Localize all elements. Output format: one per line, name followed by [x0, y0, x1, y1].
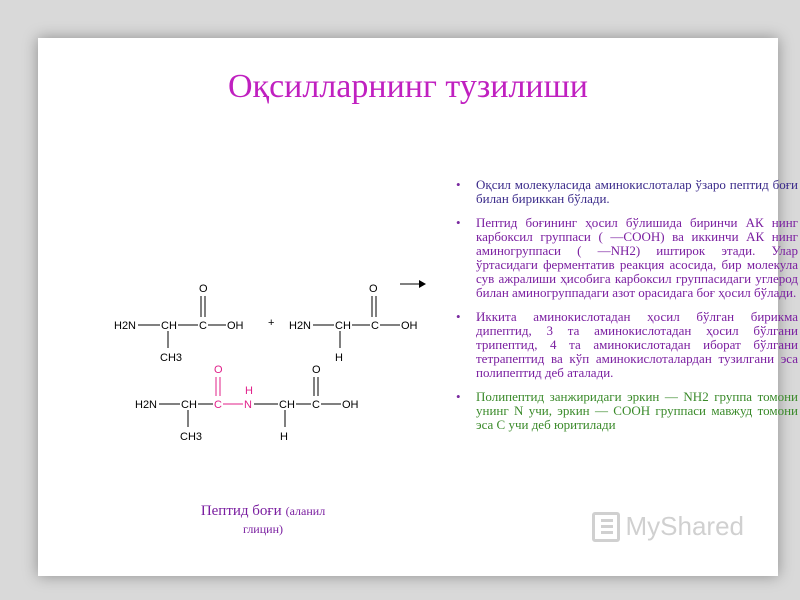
- dipeptide-h2n: H2N: [135, 399, 158, 411]
- bullet-item: • Пептид боғининг ҳосил бўлишида биринчи АК нинг карбоксил группаси ( —СООН) ва иккинчи АК нинг аминогруппаси ( —NH2) иштирок этади. Улар ўртасидаги ферментатив реакция асосида, бир молекула сув ажралиши ҳисобига карбоксил группасидаги углерод билан аминогруппадаги азот орасидага боғ ҳосил бўлади.: [476, 216, 798, 300]
- watermark-text: MyShared: [625, 511, 744, 541]
- plus-sign: +: [268, 317, 275, 329]
- glycine-h: H: [335, 352, 343, 364]
- alanine-ch: CH: [161, 320, 177, 332]
- caption-main: Пептид боғи: [200, 503, 282, 519]
- peptide-structure-diagram: [108, 274, 438, 454]
- dipeptide-h: H: [280, 431, 288, 443]
- slide-title: Оқсилларнинг тузилиши: [228, 68, 588, 105]
- alanine-c: C: [199, 320, 207, 332]
- bullet-item: • Полипептид занжиридаги эркин — NH2 группа томони унинг N учи, эркин — СООН группаси мавжуд томони эса С учи деб юритилади: [476, 390, 798, 432]
- dipeptide-ch3: CH3: [180, 431, 203, 443]
- alanine-ch3: CH3: [160, 352, 183, 364]
- alanine-h2n: H2N: [114, 320, 137, 332]
- alanine-o: O: [199, 283, 208, 295]
- dipeptide-oh: OH: [342, 399, 359, 411]
- dipeptide-c-1: C: [214, 399, 222, 411]
- structure-caption: [183, 502, 343, 538]
- glycine-oh: OH: [401, 320, 418, 332]
- dipeptide-nh-h: H: [245, 385, 253, 397]
- glycine-ch: CH: [335, 320, 351, 332]
- dipeptide-c-2: C: [312, 399, 320, 411]
- glycine-o: O: [369, 283, 378, 295]
- alanine-oh: OH: [227, 320, 244, 332]
- dipeptide-n: N: [244, 399, 252, 411]
- bullet-item: • Иккита аминокислотадан ҳосил бўлган бирикма дипептид, 3 та аминокислотадан ҳосил бўлгани трипептид, 4 та аминокислотадан иборат бўлгани тетрапептид ва кўп аминокислоталардан тузилгани эса полипептид деб аталади.: [476, 310, 798, 380]
- reaction-arrow: [400, 279, 426, 289]
- presentation-icon: [592, 512, 620, 542]
- dipeptide-o-1: O: [214, 364, 223, 376]
- glycine-c: C: [371, 320, 379, 332]
- dipeptide-o-2: O: [312, 364, 321, 376]
- caption-small: (аланил глицин): [243, 504, 326, 536]
- dipeptide-ch-2: CH: [279, 399, 295, 411]
- dipeptide-ch-1: CH: [181, 399, 197, 411]
- bullet-list: [434, 178, 798, 442]
- glycine-h2n: H2N: [289, 320, 312, 332]
- watermark: [592, 511, 745, 542]
- slide: [38, 38, 798, 576]
- bullet-item: • Оқсил молекуласида аминокислоталар ўзаро пептид боғи билан бириккан бўлади.: [476, 178, 798, 206]
